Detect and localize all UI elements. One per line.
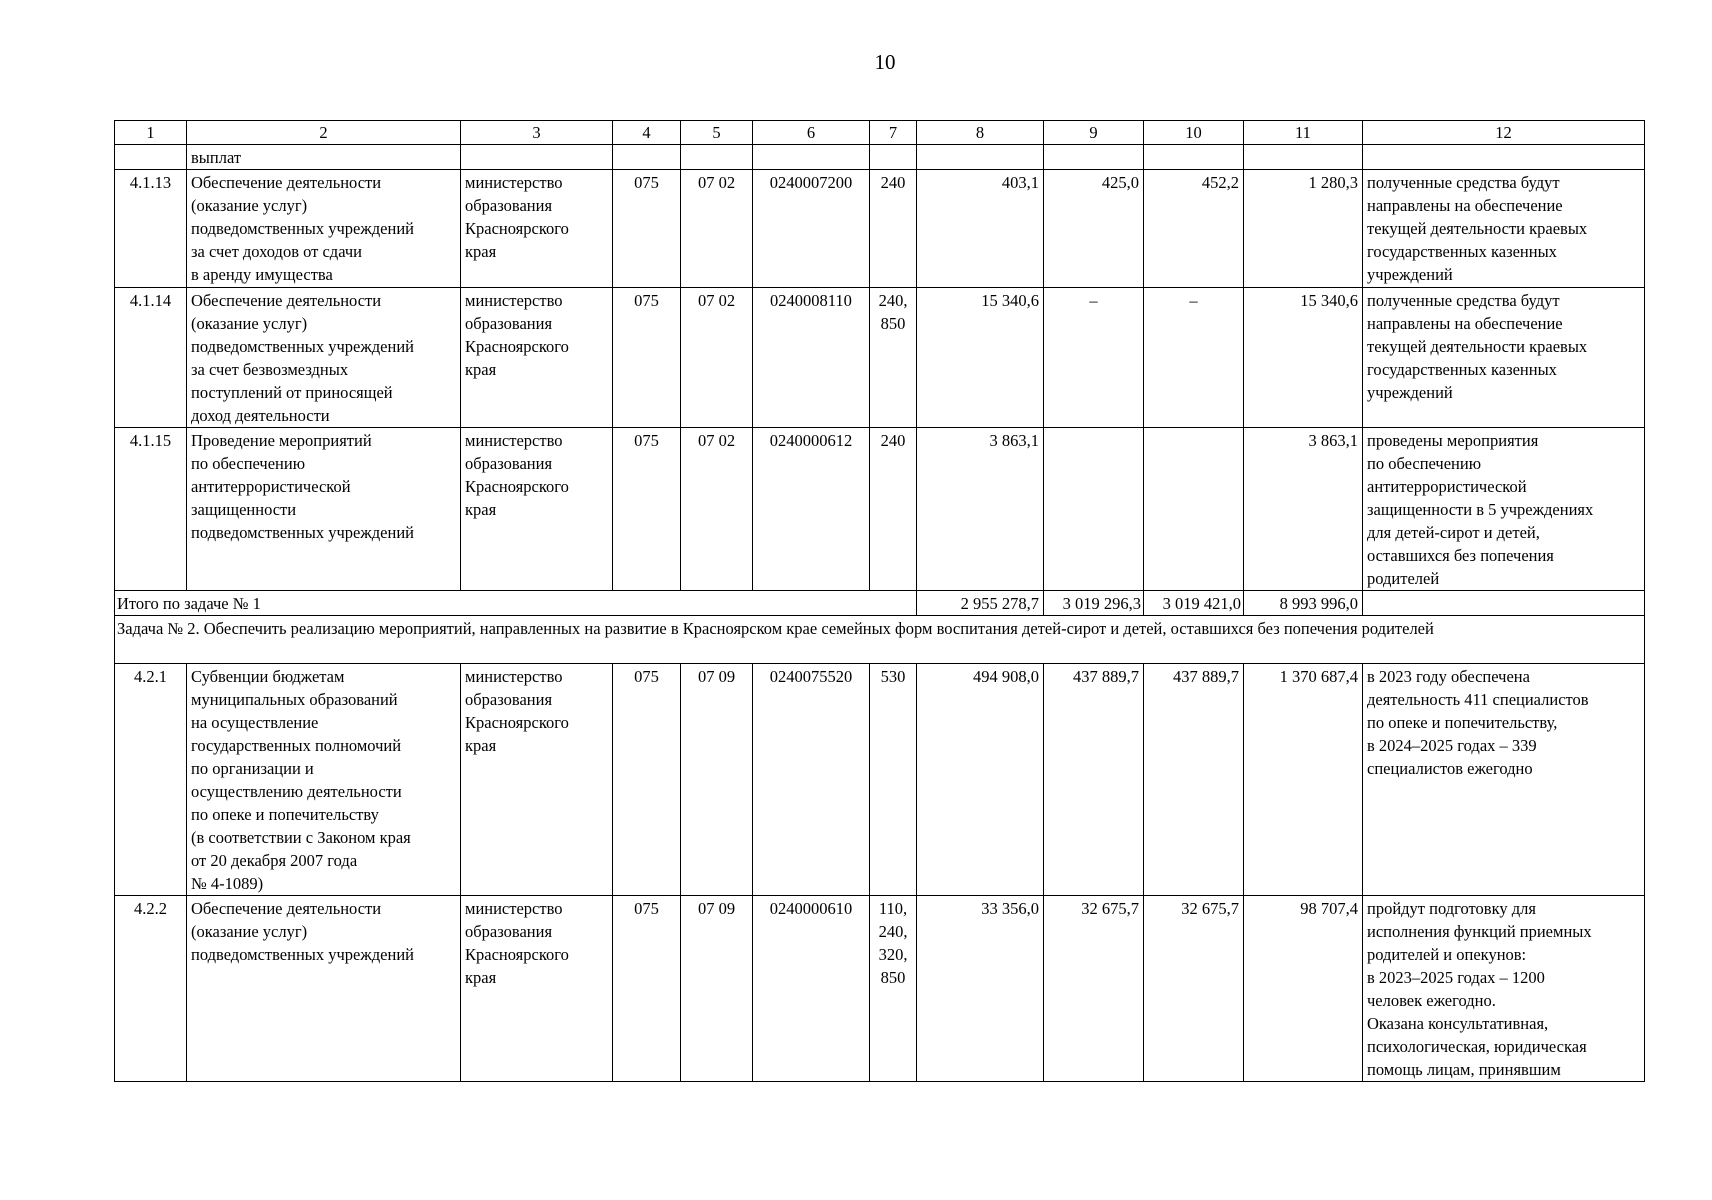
expected-result-line: защищенности в 5 учреждениях: [1367, 500, 1594, 519]
csr-code: 0240007200: [753, 170, 870, 288]
grbs-code: 075: [613, 896, 681, 1082]
measure-name: [187, 170, 461, 288]
expected-result-line: направлены на обеспечение: [1367, 314, 1563, 333]
expected-result-line: в 2023–2025 годах – 1200: [1367, 968, 1545, 987]
agency-name-line: образования: [465, 314, 553, 333]
agency-name-line: края: [465, 242, 497, 261]
measure-name-line: (оказание услуг): [191, 314, 308, 333]
column-header-10: 10: [1144, 121, 1244, 145]
expected-result-line: направлены на обеспечение: [1367, 196, 1563, 215]
value-2023: 3 863,1: [917, 428, 1044, 591]
agency-name-line: Красноярского: [465, 945, 569, 964]
vr-code-line: 530: [880, 667, 906, 686]
measure-name-line: подведомственных учреждений: [191, 945, 414, 964]
expected-result-line: деятельность 411 специалистов: [1367, 690, 1589, 709]
value-2024: 425,0: [1044, 170, 1144, 288]
value-2023: 33 356,0: [917, 896, 1044, 1082]
task2-row: [115, 616, 1645, 664]
column-header-4: 4: [613, 121, 681, 145]
column-header-7: 7: [870, 121, 917, 145]
budget-table: [114, 120, 1645, 1082]
vr-code: [870, 664, 917, 896]
column-header-8: 8: [917, 121, 1044, 145]
measure-name-line: осуществлению деятельности: [191, 782, 402, 801]
measure-name-line: Обеспечение деятельности: [191, 291, 382, 310]
expected-result-line: учреждений: [1367, 383, 1453, 402]
expected-result-line: психологическая, юридическая: [1367, 1037, 1587, 1056]
measure-name: [187, 428, 461, 591]
csr-code: 0240008110: [753, 288, 870, 428]
agency-name-line: Красноярского: [465, 219, 569, 238]
expected-result-line: полученные средства будут: [1367, 291, 1560, 310]
vr-code: [870, 170, 917, 288]
measure-name-line: подведомственных учреждений: [191, 337, 414, 356]
value-2025: 452,2: [1144, 170, 1244, 288]
measure-name-line: за счет безвозмездных: [191, 360, 349, 379]
expected-result: [1363, 664, 1645, 896]
expected-result-line: учреждений: [1367, 265, 1453, 284]
agency-name: [461, 428, 613, 591]
task2-title: Задача № 2. Обеспечить реализацию мероприятий, направленных на развитие в Красноярском крае семейных форм воспитания детей-сирот и детей, оставшихся без попечения родителей: [115, 616, 1645, 664]
value-2023: 15 340,6: [917, 288, 1044, 428]
vr-code: [870, 288, 917, 428]
agency-name-line: края: [465, 500, 497, 519]
expected-result-line: родителей: [1367, 569, 1440, 588]
expected-result: [1363, 170, 1645, 288]
measure-name-line: от 20 декабря 2007 года: [191, 851, 358, 870]
measure-name-line: подведомственных учреждений: [191, 219, 414, 238]
measure-name-line: (оказание услуг): [191, 196, 308, 215]
column-header-12: 12: [1363, 121, 1645, 145]
agency-name-line: министерство: [465, 667, 563, 686]
total-task1-2023: 2 955 278,7: [917, 591, 1044, 616]
total-task1-total: 8 993 996,0: [1244, 591, 1363, 616]
expected-result-line: Оказана консультативная,: [1367, 1014, 1549, 1033]
vr-code-line: 240: [880, 431, 906, 450]
expected-result-line: проведены мероприятия: [1367, 431, 1539, 450]
rzpr-code: 07 02: [681, 288, 753, 428]
table-row: [115, 896, 1645, 1082]
measure-name: [187, 664, 461, 896]
expected-result-line: по обеспечению: [1367, 454, 1482, 473]
rzpr-code: 07 09: [681, 664, 753, 896]
value-total: 1 280,3: [1244, 170, 1363, 288]
expected-result-line: помощь лицам, принявшим: [1367, 1060, 1561, 1079]
expected-result-line: по опеке и попечительству,: [1367, 713, 1558, 732]
rzpr-code: 07 02: [681, 428, 753, 591]
table-row: [115, 288, 1645, 428]
expected-result-line: текущей деятельности краевых: [1367, 219, 1588, 238]
expected-result-line: оставшихся без попечения: [1367, 546, 1554, 565]
csr-code: 0240000610: [753, 896, 870, 1082]
agency-name: [461, 170, 613, 288]
measure-name-line: Субвенции бюджетам: [191, 667, 345, 686]
column-header-6: 6: [753, 121, 870, 145]
column-header-1: 1: [115, 121, 187, 145]
vr-code-line: 850: [880, 968, 906, 987]
measure-name-line: антитеррористической: [191, 477, 351, 496]
expected-result-line: в 2023 году обеспечена: [1367, 667, 1530, 686]
agency-name-line: образования: [465, 454, 553, 473]
grbs-code: 075: [613, 288, 681, 428]
continued-fragment: выплат: [187, 145, 461, 170]
value-total: 1 370 687,4: [1244, 664, 1363, 896]
value-2024: 32 675,7: [1044, 896, 1144, 1082]
value-total: 3 863,1: [1244, 428, 1363, 591]
expected-result-line: человек ежегодно.: [1367, 991, 1496, 1010]
measure-name-line: в аренду имущества: [191, 265, 333, 284]
value-2024: –: [1044, 288, 1144, 428]
vr-code-line: 240,: [878, 291, 908, 310]
column-number-header: [115, 121, 1645, 145]
expected-result-line: родителей и опекунов:: [1367, 945, 1527, 964]
agency-name-line: министерство: [465, 431, 563, 450]
value-2024: [1044, 428, 1144, 591]
agency-name-line: Красноярского: [465, 477, 569, 496]
total-task1-label: Итого по задаче № 1: [115, 591, 917, 616]
measure-name-line: поступлений от приносящей: [191, 383, 393, 402]
value-2023: 403,1: [917, 170, 1044, 288]
value-2025: 32 675,7: [1144, 896, 1244, 1082]
expected-result-line: текущей деятельности краевых: [1367, 337, 1588, 356]
measure-name: [187, 896, 461, 1082]
vr-code-line: 240,: [878, 922, 908, 941]
measure-name-line: по организации и: [191, 759, 314, 778]
agency-name-line: министерство: [465, 899, 563, 918]
measure-name-line: подведомственных учреждений: [191, 523, 414, 542]
agency-name: [461, 664, 613, 896]
vr-code-line: 240: [880, 173, 906, 192]
value-2024: 437 889,7: [1044, 664, 1144, 896]
measure-name-line: защищенности: [191, 500, 297, 519]
vr-code: [870, 428, 917, 591]
agency-name-line: образования: [465, 922, 553, 941]
agency-name-line: края: [465, 360, 497, 379]
expected-result: [1363, 288, 1645, 428]
csr-code: 0240000612: [753, 428, 870, 591]
value-total: 98 707,4: [1244, 896, 1363, 1082]
csr-code: 0240075520: [753, 664, 870, 896]
expected-result-line: полученные средства будут: [1367, 173, 1560, 192]
row-number: 4.2.2: [115, 896, 187, 1082]
table-row: [115, 428, 1645, 591]
measure-name-line: Обеспечение деятельности: [191, 173, 382, 192]
table-row: [115, 664, 1645, 896]
total-task1-row: [115, 591, 1645, 616]
value-2025: 437 889,7: [1144, 664, 1244, 896]
grbs-code: 075: [613, 170, 681, 288]
column-header-11: 11: [1244, 121, 1363, 145]
measure-name-line: муниципальных образований: [191, 690, 398, 709]
expected-result-line: государственных казенных: [1367, 242, 1557, 261]
agency-name-line: образования: [465, 196, 553, 215]
rzpr-code: 07 02: [681, 170, 753, 288]
rzpr-code: 07 09: [681, 896, 753, 1082]
column-header-5: 5: [681, 121, 753, 145]
value-2023: 494 908,0: [917, 664, 1044, 896]
agency-name: [461, 288, 613, 428]
expected-result-line: пройдут подготовку для: [1367, 899, 1536, 918]
measure-name-line: по опеке и попечительству: [191, 805, 379, 824]
row-number: 4.1.13: [115, 170, 187, 288]
vr-code: [870, 896, 917, 1082]
vr-code-line: 850: [880, 314, 906, 333]
row-number: 4.1.15: [115, 428, 187, 591]
value-total: 15 340,6: [1244, 288, 1363, 428]
value-2025: [1144, 428, 1244, 591]
measure-name-line: Обеспечение деятельности: [191, 899, 382, 918]
measure-name-line: по обеспечению: [191, 454, 306, 473]
expected-result-line: антитеррористической: [1367, 477, 1527, 496]
vr-code-line: 320,: [878, 945, 908, 964]
expected-result: [1363, 896, 1645, 1082]
row-number: 4.1.14: [115, 288, 187, 428]
column-header-2: 2: [187, 121, 461, 145]
agency-name-line: министерство: [465, 173, 563, 192]
measure-name-line: № 4-1089): [191, 874, 264, 893]
agency-name-line: министерство: [465, 291, 563, 310]
measure-name-line: на осуществление: [191, 713, 319, 732]
grbs-code: 075: [613, 428, 681, 591]
measure-name-line: Проведение мероприятий: [191, 431, 372, 450]
measure-name-line: доход деятельности: [191, 406, 330, 425]
expected-result-line: для детей-сирот и детей,: [1367, 523, 1540, 542]
total-task1-2024: 3 019 296,3: [1044, 591, 1144, 616]
agency-name-line: образования: [465, 690, 553, 709]
row-number: 4.2.1: [115, 664, 187, 896]
continued-row: [115, 145, 1645, 170]
vr-code-line: 110,: [878, 899, 908, 918]
measure-name-line: государственных полномочий: [191, 736, 402, 755]
expected-result: [1363, 428, 1645, 591]
column-header-3: 3: [461, 121, 613, 145]
agency-name-line: края: [465, 736, 497, 755]
page-number: 10: [874, 50, 896, 74]
agency-name: [461, 896, 613, 1082]
agency-name-line: Красноярского: [465, 713, 569, 732]
agency-name-line: края: [465, 968, 497, 987]
grbs-code: 075: [613, 664, 681, 896]
table-row: [115, 170, 1645, 288]
agency-name-line: Красноярского: [465, 337, 569, 356]
measure-name-line: за счет доходов от сдачи: [191, 242, 362, 261]
column-header-9: 9: [1044, 121, 1144, 145]
total-task1-2025: 3 019 421,0: [1144, 591, 1244, 616]
measure-name-line: (оказание услуг): [191, 922, 308, 941]
expected-result-line: исполнения функций приемных: [1367, 922, 1592, 941]
expected-result-line: государственных казенных: [1367, 360, 1557, 379]
expected-result-line: специалистов ежегодно: [1367, 759, 1533, 778]
measure-name: [187, 288, 461, 428]
measure-name-line: (в соответствии с Законом края: [191, 828, 411, 847]
value-2025: –: [1144, 288, 1244, 428]
expected-result-line: в 2024–2025 годах – 339: [1367, 736, 1537, 755]
